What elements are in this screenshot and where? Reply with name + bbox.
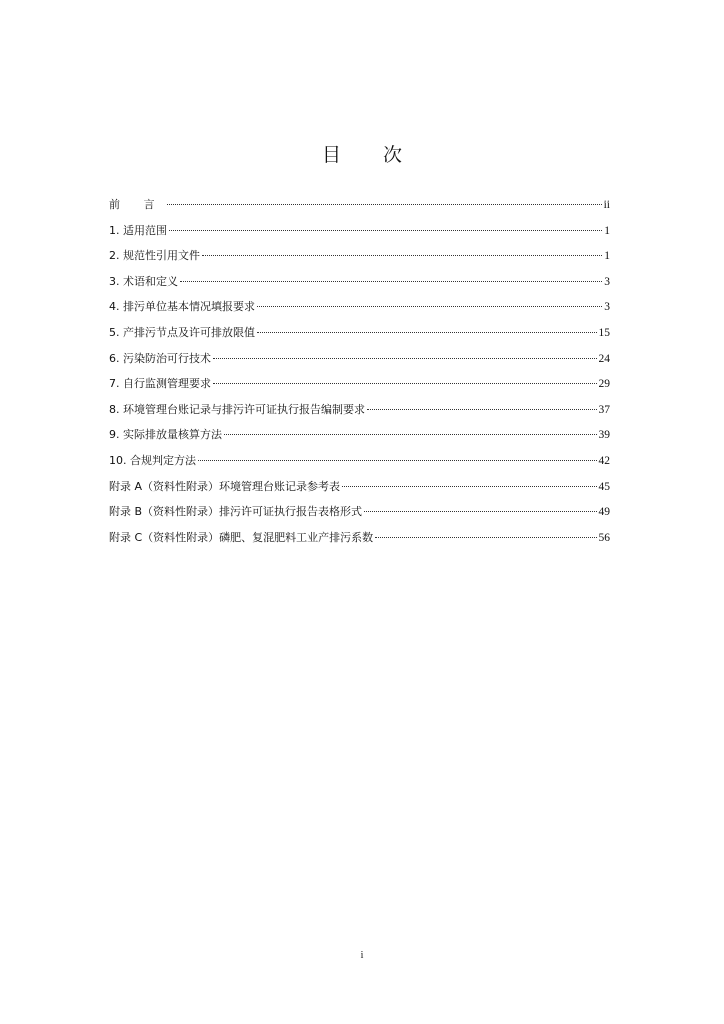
toc-entry-label: 10. 合规判定方法: [109, 453, 196, 467]
toc-entry-label: 5. 产排污节点及许可排放限值: [109, 325, 255, 339]
toc-leader-dots: [257, 306, 602, 307]
toc-leader-dots: [257, 332, 597, 333]
toc-leader-dots: [367, 409, 597, 410]
toc-leader-dots: [180, 281, 602, 282]
toc-entry-page: 3: [604, 275, 610, 288]
toc-entry-label: 前 言: [109, 198, 165, 211]
toc-entry-page: 29: [598, 378, 610, 391]
toc-leader-dots: [169, 230, 602, 231]
toc-entry-normative-references[interactable]: [109, 249, 610, 275]
toc-entry-label: 7. 自行监测管理要求: [109, 377, 211, 391]
toc-entry-label: 3. 术语和定义: [109, 274, 178, 288]
page-title: 目 次: [321, 144, 421, 166]
toc-entry-compliance[interactable]: [109, 454, 610, 480]
toc-entry-page: 42: [598, 454, 610, 467]
toc-leader-dots: [198, 460, 597, 461]
toc-entry-actual-emissions[interactable]: [109, 428, 610, 454]
toc-leader-dots: [375, 537, 596, 538]
toc-leader-dots: [364, 511, 596, 512]
toc-entry-appendix-b[interactable]: [109, 505, 610, 531]
toc-entry-page: 56: [598, 531, 610, 544]
toc-entry-label: 4. 排污单位基本情况填报要求: [109, 300, 255, 314]
toc-entry-scope[interactable]: [109, 224, 610, 250]
toc-entry-page: 49: [598, 506, 610, 519]
toc-entry-page: 3: [604, 301, 610, 314]
toc-leader-dots: [213, 358, 597, 359]
toc-entry-ledger-report[interactable]: [109, 403, 610, 429]
toc-entry-appendix-c[interactable]: [109, 531, 610, 557]
page-number: i: [360, 950, 364, 961]
toc-leader-dots: [342, 486, 596, 487]
toc-entry-label: 8. 环境管理台账记录与排污许可证执行报告编制要求: [109, 402, 365, 416]
toc-entry-page: 39: [598, 429, 610, 442]
toc-entry-page: 15: [598, 326, 610, 339]
toc-entry-label: 6. 污染防治可行技术: [109, 351, 211, 365]
toc-leader-dots: [213, 383, 597, 384]
toc-leader-dots: [224, 434, 597, 435]
toc-entry-label: 9. 实际排放量核算方法: [109, 428, 222, 442]
toc-entry-terms[interactable]: [109, 275, 610, 301]
toc-entry-basic-info[interactable]: [109, 300, 610, 326]
toc-entry-label: 1. 适用范围: [109, 223, 167, 237]
toc-leader-dots: [202, 255, 602, 256]
toc-entry-page: ii: [603, 199, 610, 211]
toc-leader-dots: [167, 204, 602, 205]
toc-entry-label: 2. 规范性引用文件: [109, 249, 200, 263]
toc-entry-page: 45: [598, 480, 610, 493]
toc-entry-label: 附录 C（资料性附录）磷肥、复混肥料工业产排污系数: [109, 530, 374, 544]
toc-entry-emission-limits[interactable]: [109, 326, 610, 352]
toc-entry-page: 1: [604, 250, 610, 263]
toc-entry-page: 1: [604, 224, 610, 237]
toc-entry-page: 37: [598, 403, 610, 416]
table-of-contents: [109, 198, 610, 556]
toc-entry-page: 24: [598, 352, 610, 365]
toc-entry-appendix-a[interactable]: [109, 480, 610, 506]
toc-entry-feasible-technology[interactable]: [109, 352, 610, 378]
toc-entry-label: 附录 A（资料性附录）环境管理台账记录参考表: [109, 479, 341, 493]
toc-entry-label: 附录 B（资料性附录）排污许可证执行报告表格形式: [109, 505, 363, 519]
toc-entry-self-monitoring[interactable]: [109, 377, 610, 403]
toc-entry-foreword[interactable]: [109, 198, 610, 224]
